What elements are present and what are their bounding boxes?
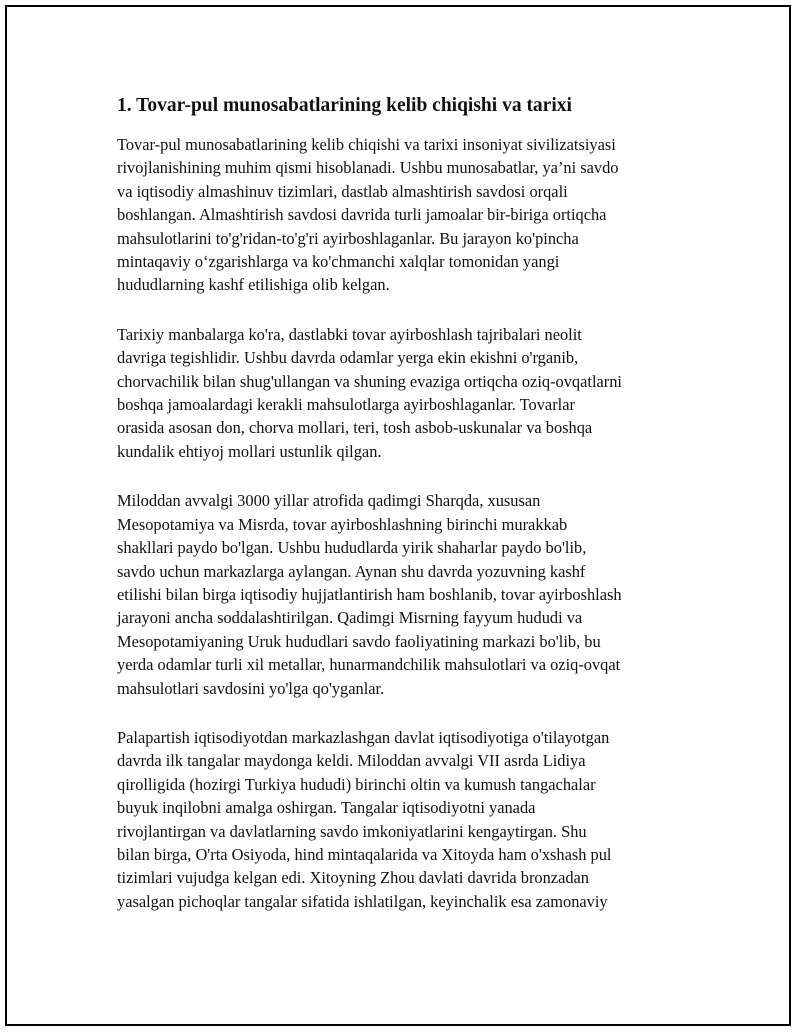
text-line: boshlangan. Almashtirish savdosi davrida turli jamoalar bir-biriga ortiqcha [117,205,607,225]
text-line: Miloddan avvalgi 3000 yillar atrofida qadimgi Sharqda, xususan [117,491,541,511]
text-line: yerda odamlar turli xil metallar, hunarmandchilik mahsulotlari va oziq-ovqat [117,655,621,675]
text-line: qirolligida (hozirgi Turkiya hududi) birinchi oltin va kumush tangachalar [117,774,596,794]
paragraph [117,489,707,700]
text-line: savdo uchun markazlarga aylangan. Aynan shu davrda yozuvning kashf [117,561,586,581]
text-line: orasida asosan don, chorva mollari, teri, tosh asbob-uskunalar va boshqa [117,418,593,438]
text-line: yasalgan pichoqlar tangalar sifatida ishlatilgan, keyinchalik esa zamonaviy [117,891,608,911]
text-line: mahsulotlari savdosini yo'lga qo'yganlar. [117,678,385,698]
text-line: Palapartish iqtisodiyotdan markazlashgan davlat iqtisodiyotiga o'tilayotgan [117,727,610,747]
text-line: hududlarning kashf etilishiga olib kelgan. [117,275,390,295]
text-line: Mesopotamiya va Misrda, tovar ayirboshlashning birinchi murakkab [117,514,568,534]
text-line: jarayoni ancha soddalashtirilgan. Qadimgi Misrning fayyum hududi va [117,608,583,628]
text-line: etilishi bilan birga iqtisodiy hujjatlantirish ham boshlanib, tovar ayirboshlash [117,584,622,604]
document-body [117,92,707,939]
text-line: rivojlantirgan va davlatlarning savdo imkoniyatlarini kengaytirgan. Shu [117,821,587,841]
text-line: shakllari paydo bo'lgan. Ushbu hududlarda yirik shaharlar paydo bo'lib, [117,538,587,558]
text-line: rivojlanishining muhim qismi hisoblanadi. Ushbu munosabatlar, ya’ni savdo [117,158,619,178]
text-line: buyuk inqilobni amalga oshirgan. Tangalar iqtisodiyotni yanada [117,798,536,818]
text-line: tizimlari vujudga kelgan edi. Xitoyning Zhou davlati davrida bronzadan [117,868,590,888]
paragraph [117,726,707,913]
text-line: bilan birga, O'rta Osiyoda, hind mintaqalarida va Xitoyda ham o'xshash pul [117,844,612,864]
text-line: chorvachilik bilan shug'ullangan va shuning evaziga ortiqcha oziq-ovqatlarni [117,371,622,391]
text-line: Mesopotamiyaning Uruk hududlari savdo faoliyatining markazi bo'lib, bu [117,631,601,651]
text-line: mahsulotlarini to'g'ridan-to'g'ri ayirboshlaganlar. Bu jarayon ko'pincha [117,228,579,248]
text-line: mintaqaviy oʻzgarishlarga va ko'chmanchi xalqlar tomonidan yangi [117,252,560,272]
text-line: davrda ilk tangalar maydonga keldi. Miloddan avvalgi VII asrda Lidiya [117,751,586,771]
text-line: va iqtisodiy almashinuv tizimlari, dastlab almashtirish savdosi orqali [117,181,568,201]
text-line: davriga tegishlidir. Ushbu davrda odamlar yerga ekin ekishni o'rganib, [117,348,579,368]
paragraph [117,323,707,463]
text-line: Tarixiy manbalarga ko'ra, dastlabki tovar ayirboshlash tajribalari neolit [117,324,582,344]
text-line: boshqa jamoalardagi kerakli mahsulotlarga ayirboshlaganlar. Tovarlar [117,395,575,415]
section-heading: 1. Tovar-pul munosabatlarining kelib chiqishi va tarixi [117,95,572,116]
paragraph-container [117,133,707,913]
text-line: kundalik ehtiyoj mollari ustunlik qilgan. [117,441,382,461]
text-line: Tovar-pul munosabatlarining kelib chiqishi va tarixi insoniyat sivilizatsiyasi [117,135,616,154]
paragraph [117,133,707,297]
